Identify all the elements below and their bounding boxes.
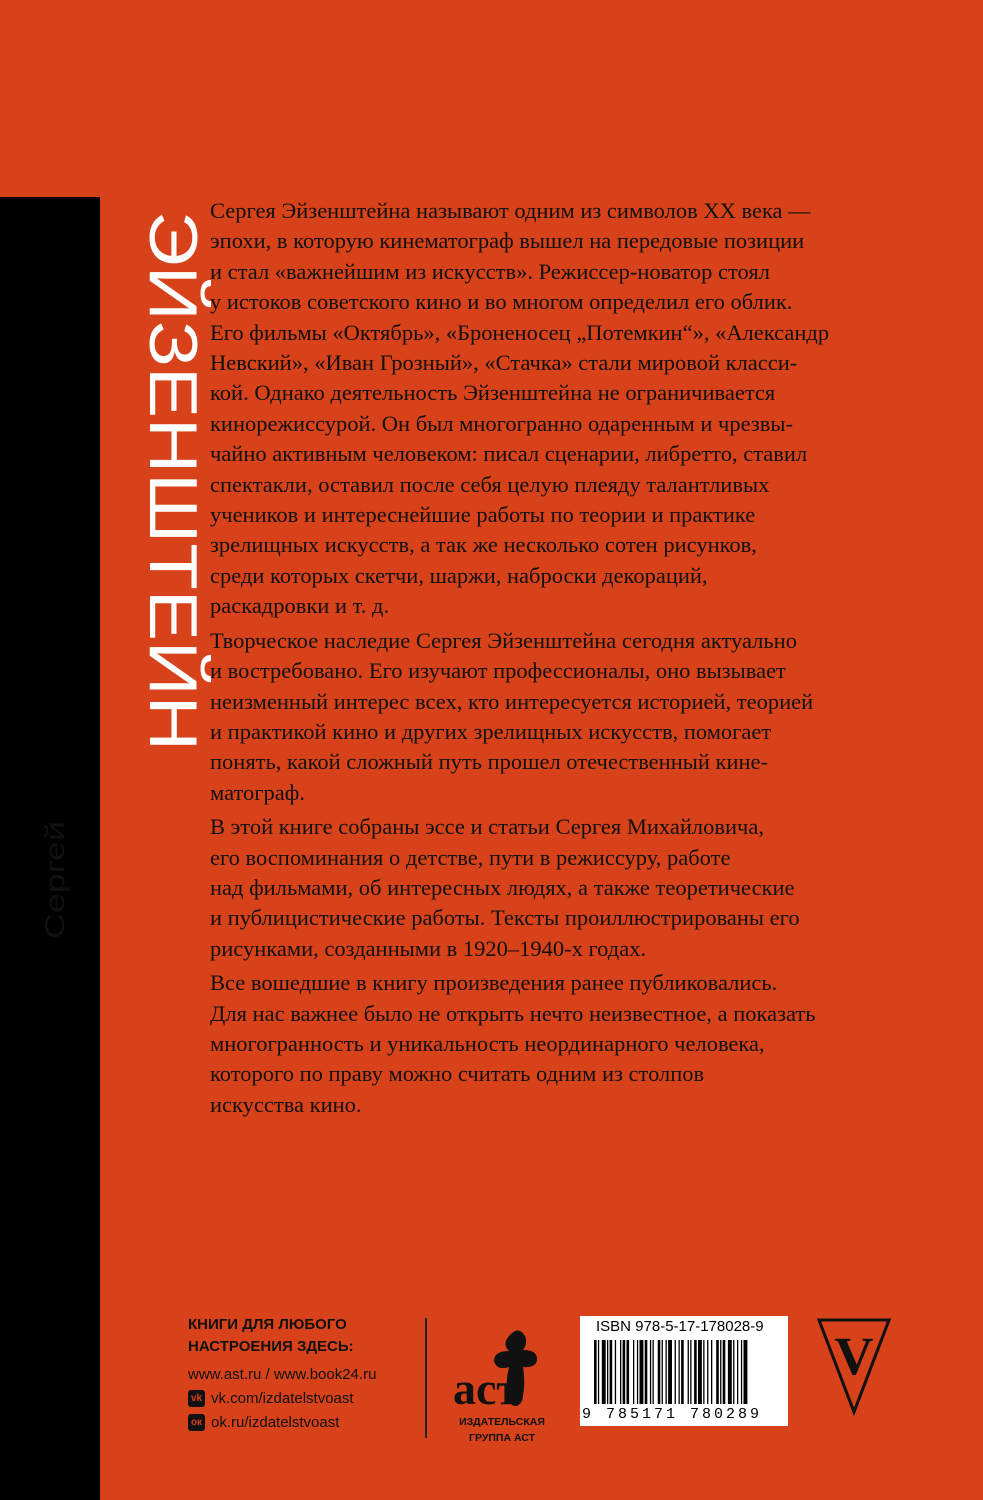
- barcode-bar: [681, 1340, 684, 1404]
- annotation-paragraph-1: Сергея Эйзенштейна называют одним из символов XX века — эпохи, в которую кинематограф вышел на передовые позиции и стал «важнейшим из искусств». Режиссер-новатор стоял у истоков советского кино и во многом определил его облик. Его фильмы «Октябрь», «Броненосец „Потемкин“», «Александр Невский», «Иван Грозный», «Стачка» стали мировой класси- кой. Однако деятельность Эйзенштейна не ограничивается кинорежиссурой. Он был многогранно одаренным и чрезвы- чайно активным человеком: писал сценарии, либретто, ставил спектакли, оставил после себя целую плеяду талантливых учеников и интереснейшие работы по теории и практике зрелищных искусств, а так же несколько сотен рисунков, среди которых скетчи, шаржи, наброски декораций, раскадровки и т. д.: [210, 198, 830, 619]
- barcode-bar: [688, 1340, 689, 1404]
- ast-publisher-logo: [447, 1324, 557, 1454]
- ok-icon: ок: [188, 1414, 205, 1431]
- barcode-bar: [720, 1340, 721, 1404]
- ast-logo-icon: [447, 1324, 557, 1416]
- barcode-bar: [744, 1340, 748, 1404]
- barcode-bar: [594, 1340, 597, 1404]
- annotation-paragraph-3: В этой книге собраны эссе и статьи Сергея Михайловича, его воспоминания о детстве, пути в режиссуру, работе над фильмами, об интересных людях, а также теоретические и публицистические работы. Тексты проиллюстрированы его рисунками, созданными в 1920–1940-х годах.: [210, 814, 800, 961]
- barcode-bar: [698, 1340, 702, 1404]
- barcode-bar: [716, 1340, 719, 1404]
- barcode-bar: [650, 1340, 651, 1404]
- barcode-bar: [607, 1340, 608, 1404]
- barcode-bar: [623, 1340, 626, 1404]
- barcode-bar: [733, 1340, 734, 1404]
- vk-link-row[interactable]: [188, 1390, 376, 1407]
- publisher-caption: ИЗДАТЕЛЬСКАЯ ГРУППА АСТ: [459, 1416, 545, 1444]
- annotation-paragraph-4: Все вошедшие в книгу произведения ранее публиковались. Для нас важнее было не открыть нечто неизвестное, а показать многогранность и уникальность неординарного человека, которого по праву можно считать одним из столпов искусства кино.: [210, 970, 816, 1117]
- isbn-number: ISBN 978-5-17-178028-9: [596, 1318, 764, 1335]
- barcode-bar: [679, 1340, 680, 1404]
- publisher-promo: [188, 1314, 376, 1431]
- website-links[interactable]: www.ast.ru / www.book24.ru: [188, 1366, 377, 1383]
- barcode-bar: [668, 1340, 672, 1404]
- barcode-bar: [675, 1340, 676, 1404]
- barcode-bar: [637, 1340, 638, 1404]
- barcode-bar: [640, 1340, 644, 1404]
- barcode-bar: [658, 1340, 661, 1404]
- barcode-bar: [711, 1340, 712, 1404]
- barcode-bar: [620, 1340, 621, 1404]
- author-first-name: Сергей: [40, 850, 70, 939]
- barcode-bar: [737, 1340, 738, 1404]
- barcode-bar: [598, 1340, 599, 1404]
- barcode-bar: [645, 1340, 648, 1404]
- footer-divider: [425, 1318, 427, 1438]
- series-letter: V: [834, 1326, 874, 1386]
- author-name-vertical: [40, 197, 211, 939]
- barcode-digits: 9 785171 780289: [582, 1406, 763, 1423]
- barcode-bar: [615, 1340, 616, 1404]
- barcode-bar: [728, 1340, 732, 1404]
- barcode-bar: [653, 1340, 654, 1404]
- series-v-logo: [815, 1316, 893, 1416]
- barcode-bar: [633, 1340, 634, 1404]
- v-triangle-icon: [815, 1316, 893, 1416]
- barcode-bar: [662, 1340, 663, 1404]
- back-cover-footer: [0, 1300, 983, 1500]
- barcode-bar: [690, 1340, 691, 1404]
- annotation-paragraph-2: Творческое наследие Сергея Эйзенштейна сегодня актуально и востребовано. Его изучают профессионалы, оно вызывает неизменный интерес всех, кто интересуется историей, теорией и практикой кино и других зрелищных искусств, помогает понять, какой сложный путь прошел отечественный кине- матограф.: [210, 627, 814, 805]
- barcode-bar: [741, 1340, 742, 1404]
- vk-link[interactable]: vk.com/izdatelstvoast: [211, 1390, 354, 1407]
- ok-link-row[interactable]: [188, 1414, 376, 1431]
- author-last-name: ЭЙЗЕНШТЕЙН: [135, 211, 211, 692]
- promo-heading-line-2: НАСТРОЕНИЯ ЗДЕСЬ:: [188, 1338, 354, 1355]
- barcode-bar: [610, 1340, 613, 1404]
- barcode-bar: [627, 1340, 630, 1404]
- barcode-bar: [602, 1340, 606, 1404]
- ast-logo-text: аст: [453, 1363, 520, 1414]
- isbn-barcode: [580, 1316, 788, 1426]
- barcode-bar: [703, 1340, 704, 1404]
- barcode-bar: [666, 1340, 667, 1404]
- ok-link[interactable]: ok.ru/izdatelstvoast: [211, 1414, 340, 1431]
- barcode-bar: [723, 1340, 726, 1404]
- barcode-bar: [694, 1340, 697, 1404]
- vk-icon: vk: [188, 1390, 205, 1407]
- barcode-bar: [707, 1340, 708, 1404]
- book-annotation: [186, 196, 898, 1124]
- promo-heading-line-1: КНИГИ ДЛЯ ЛЮБОГО: [188, 1316, 347, 1333]
